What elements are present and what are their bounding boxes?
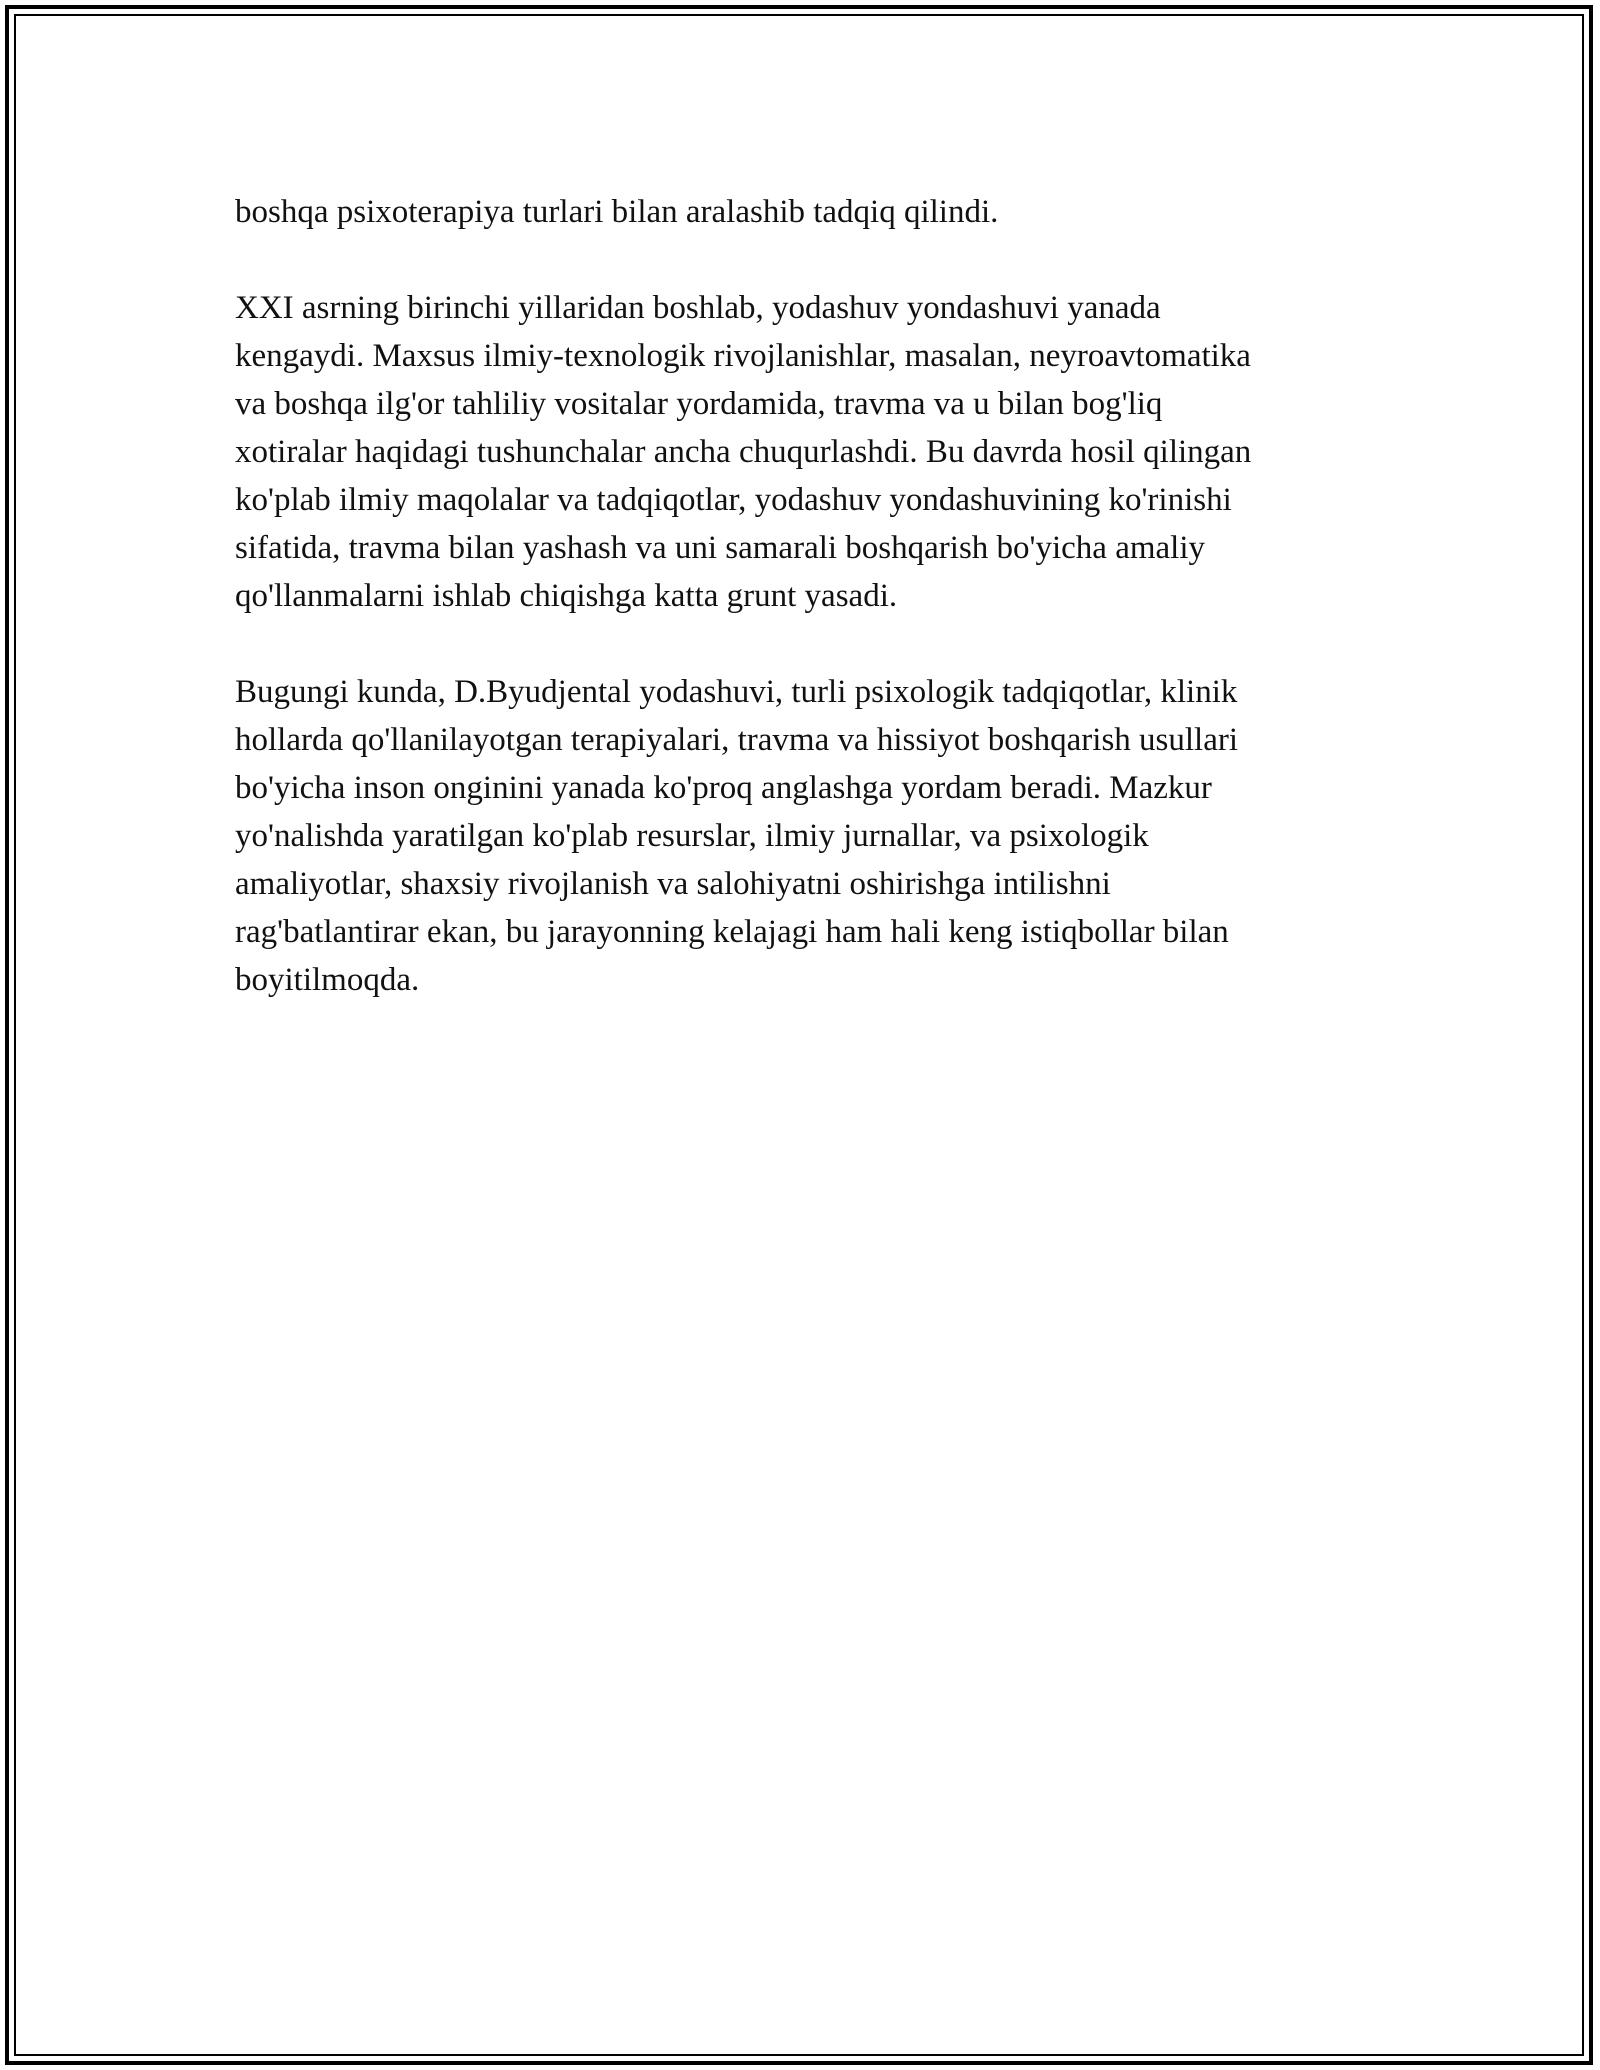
text-line: hollarda qo'llanilayotgan terapiyalari, travma va hissiyot boshqarish usullari <box>235 722 1239 758</box>
text-line: amaliyotlar, shaxsiy rivojlanish va salohiyatni oshirishga intilishni <box>235 866 1111 902</box>
paragraph-3 <box>235 668 1385 1004</box>
text-line: sifatida, travma bilan yashash va uni samarali boshqarish bo'yicha amaliy <box>235 530 1206 566</box>
text-line: boyitilmoqda. <box>235 962 420 998</box>
text-line: Bugungi kunda, D.Byudjental yodashuvi, turli psixologik tadqiqotlar, klinik <box>235 674 1238 710</box>
text-line: yo'nalishda yaratilgan ko'plab resurslar, ilmiy jurnallar, va psixologik <box>235 818 1149 854</box>
text-line: XXI asrning birinchi yillaridan boshlab, yodashuv yondashuvi yanada <box>235 290 1161 326</box>
paragraph-1 <box>235 188 1385 236</box>
text-line: bo'yicha inson onginini yanada ko'proq anglashga yordam beradi. Mazkur <box>235 770 1212 806</box>
text-line: va boshqa ilg'or tahliliy vositalar yordamida, travma va u bilan bog'liq <box>235 386 1163 422</box>
paragraph-2 <box>235 284 1385 620</box>
text-line: xotiralar haqidagi tushunchalar ancha chuqurlashdi. Bu davrda hosil qilingan <box>235 434 1252 470</box>
text-line: rag'batlantirar ekan, bu jarayonning kelajagi ham hali keng istiqbollar bilan <box>235 914 1229 950</box>
text-line: ko'plab ilmiy maqolalar va tadqiqotlar, yodashuv yondashuvining ko'rinishi <box>235 482 1232 518</box>
text-line: qo'llanmalarni ishlab chiqishga katta grunt yasadi. <box>235 578 898 614</box>
text-line: kengaydi. Maxsus ilmiy-texnologik rivojlanishlar, masalan, neyroavtomatika <box>235 338 1251 374</box>
text-line: boshqa psixoterapiya turlari bilan aralashib tadqiq qilindi. <box>235 194 999 230</box>
document-body <box>235 188 1385 1052</box>
